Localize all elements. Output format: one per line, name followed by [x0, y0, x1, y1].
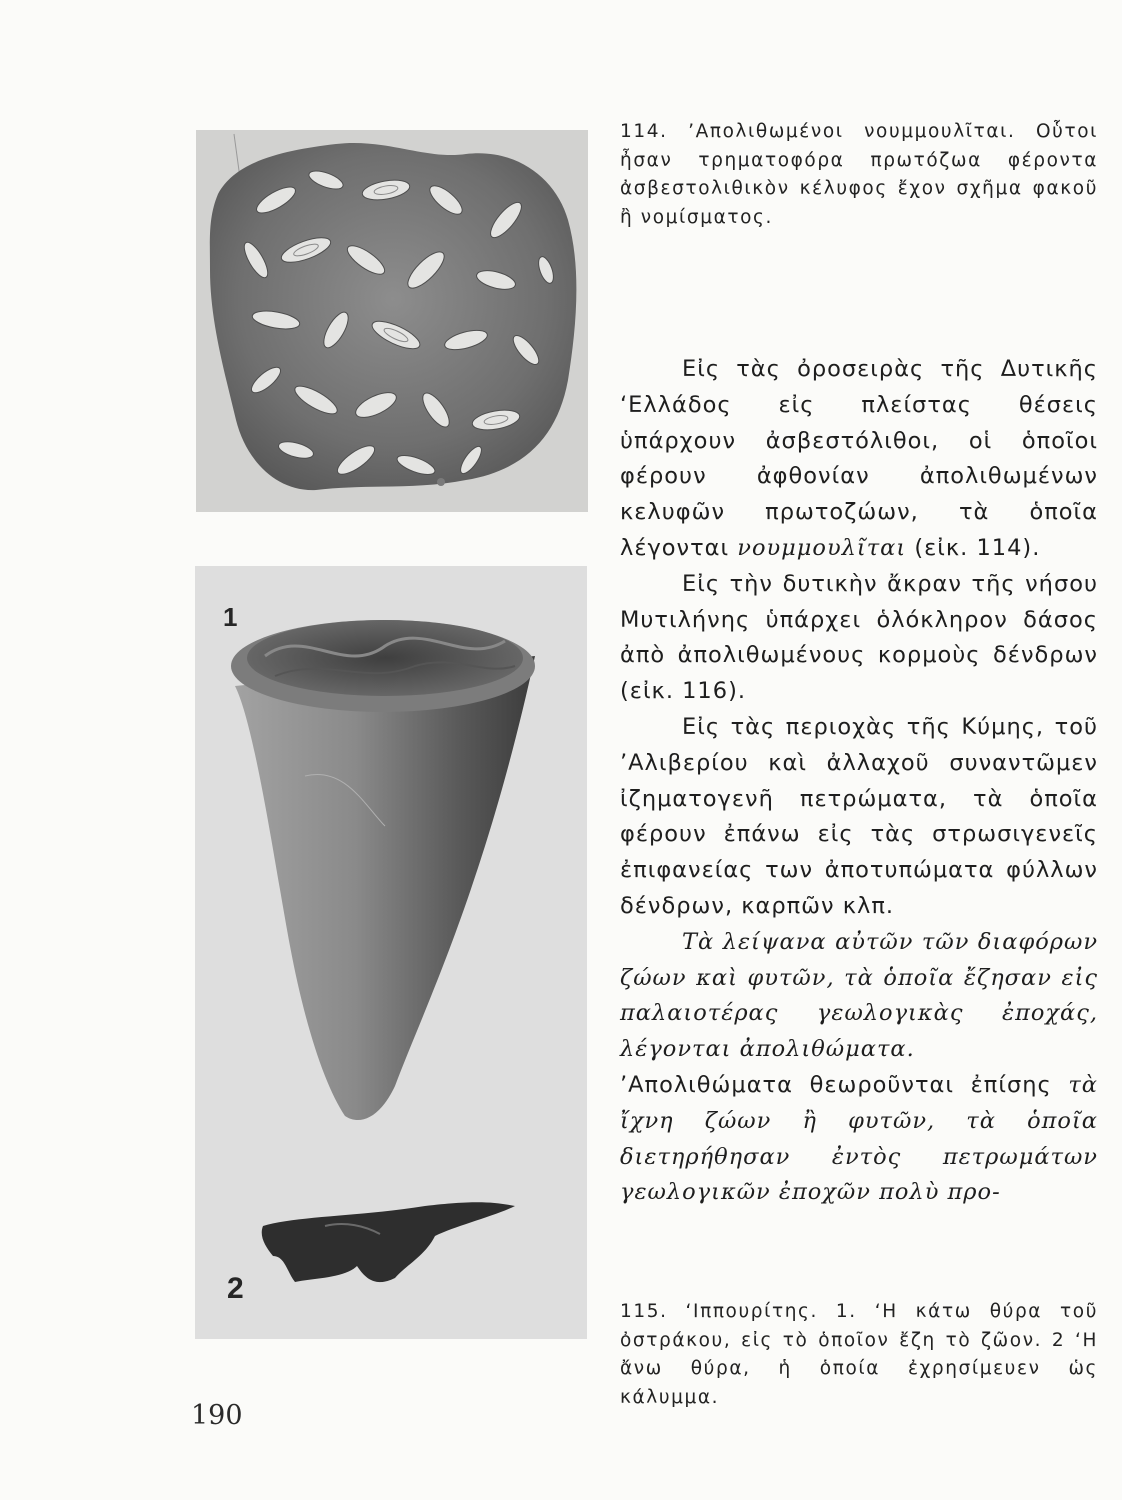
figure-115-caption-text: ‘Ιππουρίτης. 1. ‘Η κάτω θύρα τοῦ ὀστράκου, εἰς τὸ ὁποῖον ἔζη τὸ ζῶον. 2 ‘Η ἄνω θύρα, ἡ ὁποία ἐχρησίμευεν ὡς κάλυμμα. — [620, 1301, 1098, 1408]
paragraph-5-text: ’Απολιθώματα θεωροῦνται ἐπίσης — [620, 1071, 1052, 1098]
paragraph-1-text: Εἰς τὰς ὀροσειρὰς τῆς Δυτικῆς ‘Ελλάδος εἰς πλείστας θέσεις ὑπάρχουν ἀσβεστόλιθοι, οἱ ὁποῖοι φέρουν ἀφθονίαν ἀπολιθωμένων κελυφῶν πρωτοζώων, τὰ ὁποῖα λέγονται — [620, 356, 1098, 561]
figure-115-label-1: 1 — [223, 602, 238, 632]
paragraph-5 — [620, 1068, 1098, 1211]
figure-115-caption — [620, 1298, 1098, 1412]
paragraph-2: Εἰς τὴν δυτικὴν ἄκραν τῆς νήσου Μυτιλήνης ὑπάρχει ὁλόκληρον δάσος ἀπὸ ἀπολιθωμένους κορμοὺς δένδρων (εἰκ. 116). — [620, 570, 1098, 705]
figure-115-caption-number: 115. — [620, 1301, 668, 1322]
figure-114-caption — [620, 118, 1098, 232]
paragraph-4: Τὰ λείψανα αὐτῶν τῶν διαφόρων ζώων καὶ φυτῶν, τὰ ὁποῖα ἔζησαν εἰς παλαιοτέρας γεωλογικὰς ἐποχάς, λέγονται ἀπολιθώματα. — [620, 928, 1098, 1063]
figure-114-nummulites-photo — [196, 130, 588, 512]
paragraph-1 — [620, 352, 1098, 567]
body-text — [620, 352, 1098, 1211]
figure-114-caption-text: ’Απολιθωμένοι νουμμουλῖται. Οὗτοι ἦσαν τρηματοφόρα πρωτόζωα φέροντα ἀσβεστολιθικὸν κέλυφος ἔχον σχῆμα φακοῦ ἢ νομίσματος. — [620, 121, 1099, 228]
figure-115-hippurite-photo — [195, 566, 587, 1339]
paragraph-1-reference: (εἰκ. 114). — [914, 534, 1041, 561]
figure-114-caption-number: 114. — [620, 121, 668, 142]
paragraph-5-italic-text: τὰ ἴχνη ζώων ἢ φυτῶν, τὰ ὁποῖα διετηρήθησαν ἐντὸς πετρωμάτων γεωλογικῶν ἐποχῶν πολὺ προ- — [620, 1071, 1099, 1206]
page-number: 190 — [191, 1400, 243, 1431]
paragraph-3: Εἰς τὰς περιοχὰς τῆς Κύμης, τοῦ ’Αλιβερίου καὶ ἀλλαχοῦ συναντῶμεν ἰζηματογενῆ πετρώματα, τὰ ὁποῖα φέρουν ἐπάνω εἰς τὰς στρωσιγενεῖς ἐπιφανείας των ἀποτυπώματα φύλλων δένδρων, καρπῶν κλπ. — [620, 713, 1098, 919]
figure-115-label-2: 2 — [227, 1272, 244, 1305]
paragraph-1-italic-term: νουμμουλῖται — [737, 534, 907, 561]
